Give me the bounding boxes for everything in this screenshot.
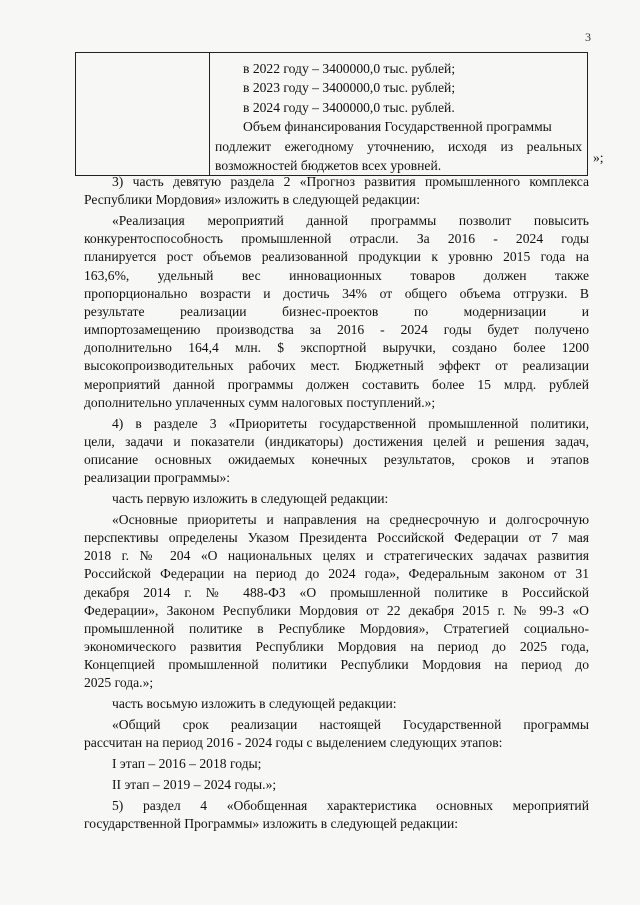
table-line: в 2024 году – 3400000,0 тыс. рублей. [243, 99, 455, 115]
table-line: возможностей бюджетов всех уровней. [215, 158, 442, 174]
text-line: результате реализации бизнес-проектов по модернизации и [84, 303, 589, 319]
text-line: дополнительно 164,4 млн. $ экспортной выручки, создано более 1200 [84, 340, 589, 356]
text-line: государственной Программы» изложить в следующей редакции: [84, 815, 459, 831]
text-line: планируется рост объемов реализованной продукции к уровню 2015 года на [84, 249, 589, 265]
table-line: Объем финансирования Государственной программы [243, 119, 552, 135]
paragraph [84, 716, 589, 752]
text-line: Федерации», Законом Республики Мордовия от 22 декабря 2015 г. № 99-З «О [84, 602, 589, 618]
text-line: 4) в разделе 3 «Приоритеты государственной промышленной политики, [112, 415, 589, 431]
text-line: II этап – 2019 – 2024 годы.»; [112, 776, 277, 792]
table-closing-mark: »; [593, 150, 604, 165]
text-line: Республики Мордовия» изложить в следующей редакции: [84, 192, 421, 208]
text-line: рассчитан на период 2016 - 2024 годы с выделением следующих этапов: [84, 735, 503, 751]
page-number: 3 [585, 30, 591, 44]
text-line: перспективы определены Указом Президента Российской Федерации от 7 мая [84, 529, 589, 545]
paragraph [84, 695, 589, 713]
text-line: «Общий срок реализации настоящей Государственной программы [112, 717, 589, 732]
text-line: Концепцией промышленной политики Республики Мордовия на период до [84, 657, 589, 673]
paragraph [84, 797, 589, 833]
table-line: в 2022 году – 3400000,0 тыс. рублей; [243, 61, 456, 76]
financing-table-fragment [75, 52, 588, 176]
table-line: в 2023 году – 3400000,0 тыс. рублей; [243, 80, 456, 96]
text-line: импортозамещению производства за 2016 - 2024 годы будет получено [84, 322, 589, 338]
text-line: цели, задачи и показатели (индикаторы) достижения целей и решения задач, [84, 433, 589, 449]
paragraph [84, 776, 589, 794]
paragraph [84, 415, 589, 488]
text-line: дополнительно уплаченных сумм налоговых поступлений.»; [84, 394, 436, 410]
text-line: пропорционально возрасти и достичь 34% от общего объема отгрузки. В [84, 285, 589, 301]
paragraph [84, 755, 589, 773]
text-line: 5) раздел 4 «Обобщенная характеристика основных мероприятий [112, 797, 589, 813]
text-line: 2018 г. № 204 «О национальных целях и стратегических задачах развития [84, 548, 589, 564]
text-line: «Основные приоритеты и направления на среднесрочную и долгосрочную [112, 511, 589, 527]
text-line: часть первую изложить в следующей редакции: [112, 490, 389, 506]
table-right-cell [210, 53, 588, 176]
paragraph [84, 490, 589, 508]
text-line: промышленной политике в Республике Мордовия», Стратегией социально- [84, 620, 589, 636]
paragraph [84, 173, 589, 209]
text-line: I этап – 2016 – 2018 годы; [112, 755, 262, 771]
text-line: конкурентоспособность промышленной отрасли. За 2016 - 2024 годы [84, 231, 589, 247]
document-body [84, 173, 589, 833]
text-line: декабря 2014 г. № 488-ФЗ «О промышленной политике в Российской [84, 584, 589, 600]
text-line: 2025 года.»; [84, 675, 154, 691]
text-line: реализации программы»: [84, 470, 231, 486]
text-line: «Реализация мероприятий данной программы позволит повысить [112, 212, 589, 228]
text-line: Российской Федерации на период до 2024 года», Федеральным законом от 31 [84, 566, 589, 582]
paragraph [84, 511, 589, 693]
text-line: мероприятий данной программы должен составить более 15 млрд. рублей [84, 376, 589, 392]
table-left-cell [76, 53, 210, 176]
text-line: часть восьмую изложить в следующей редакции: [112, 696, 397, 712]
text-line: 3) часть девятую раздела 2 «Прогноз развития промышленного комплекса [112, 174, 589, 189]
table-line: подлежит ежегодному уточнению, исходя из реальных [215, 138, 582, 154]
text-line: экономического развития Республики Мордовия на период до 2025 года, [84, 639, 589, 655]
paragraph [84, 212, 589, 412]
text-line: 163,6%, удельный вес инновационных товаров должен также [84, 267, 589, 283]
text-line: высокопроизводительных рабочих мест. Бюджетный эффект от реализации [84, 358, 589, 374]
text-line: описание основных ожидаемых конечных результатов, сроков и этапов [84, 452, 589, 467]
